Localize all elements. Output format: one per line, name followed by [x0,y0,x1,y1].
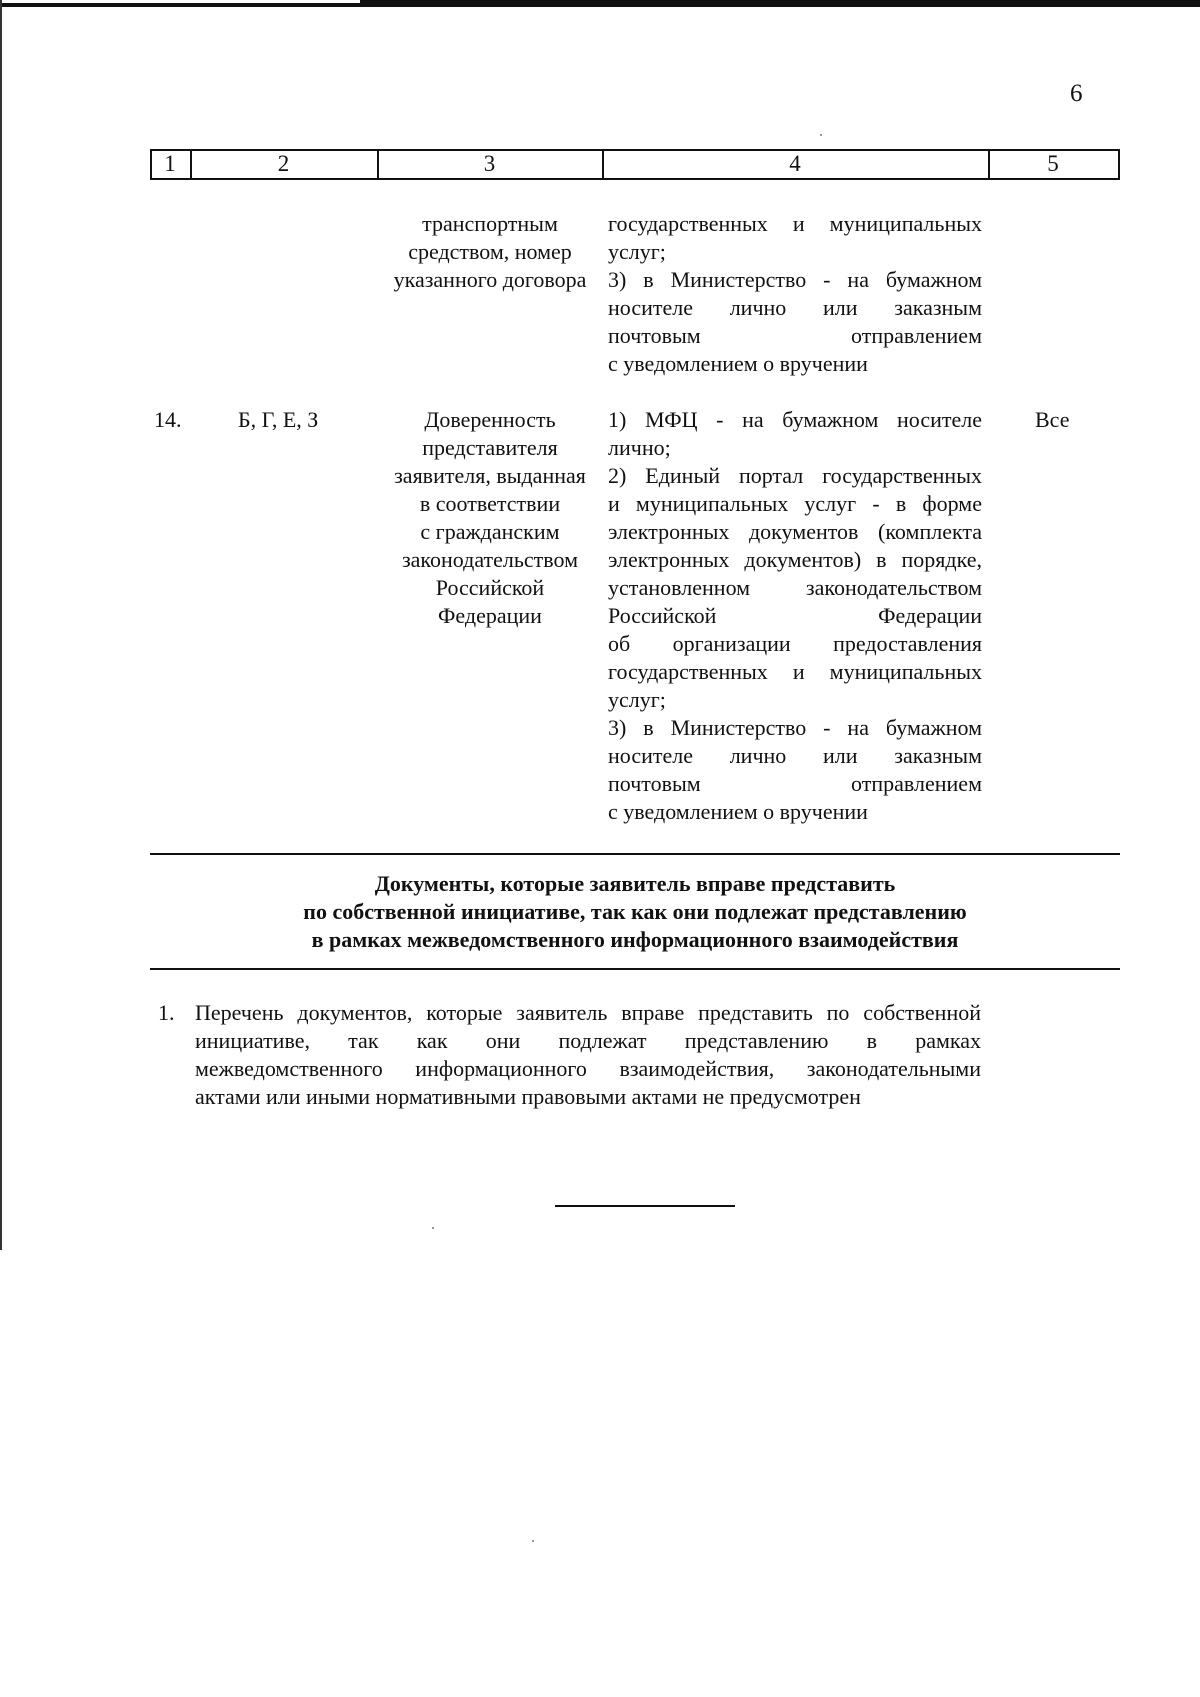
text-line: установленном законодательством [608,575,982,600]
text-line: Доверенность [424,407,556,432]
text-line: с уведомлением о вручении [608,351,868,376]
text-line: с уведомлением о вручении [608,799,868,824]
scan-speck [820,134,822,136]
text-line: с гражданским [420,519,560,544]
header-col-4: 4 [789,151,801,176]
scan-speck [432,1227,434,1229]
text-line: лично; [608,435,671,460]
row-14-number: 14. [154,407,182,432]
section-top-rule [150,853,1120,855]
row-14-submission-methods [608,406,982,826]
section-title [150,870,1120,954]
text-line: 1) МФЦ - на бумажном носителе [608,407,982,432]
row-14-document [380,406,600,630]
text-line: электронных документов (комплекта [608,519,982,544]
list-item-number: 1. [158,1000,175,1025]
text-line: почтовым отправлением [608,323,982,348]
text-line: средством, номер [408,239,572,264]
text-line: в соответствии [419,491,561,516]
text-line: 3) в Министерство - на бумажном [608,715,982,740]
text-line: носителе лично или заказным [608,295,982,320]
text-line: Российской [435,575,545,600]
scan-speck [532,1540,534,1542]
row-14-categories: Б, Г, Е, З [238,407,319,432]
text-line: почтовым отправлением [608,771,982,796]
text-line: законодательством [401,547,579,572]
text-line: 3) в Министерство - на бумажном [608,267,982,292]
text-line: Перечень документов, которые заявитель вправе представить по собственной [195,1000,981,1025]
text-line: услуг; [608,687,666,712]
section-title-line: Документы, которые заявитель вправе представить [374,871,896,896]
text-line: услуг; [608,239,666,264]
header-bottom-rule [150,178,1120,180]
text-line: межведомственного информационного взаимодействия, законодательными [195,1056,981,1081]
text-line: инициативе, так как они подлежат представлению в рамках [195,1028,981,1053]
text-line: государственных и муниципальных [608,659,982,684]
text-line: представителя [422,435,558,460]
header-col-1: 1 [164,151,176,176]
text-line: носителе лично или заказным [608,743,982,768]
section-title-line: по собственной инициативе, так как они подлежат представлению [303,899,967,924]
section-title-line: в рамках межведомственного информационного взаимодействия [311,927,959,952]
header-col-2: 2 [277,151,290,176]
header-divider [1118,150,1120,178]
text-line: Российской Федерации [608,603,982,628]
text-line: об организации предоставления [608,631,982,656]
end-rule [555,1205,735,1207]
text-line: транспортным [422,211,558,236]
row-14-applicants: Все [1035,407,1070,432]
text-line: заявителя, выданная [394,463,586,488]
text-line: указанного договора [393,267,587,292]
scan-left-edge [0,0,2,1250]
text-line: 2) Единый портал государственных [608,463,982,488]
text-line: государственных и муниципальных [608,211,982,236]
text-line: электронных документов) в порядке, [608,547,982,572]
header-col-5: 5 [1047,151,1059,176]
page-number: 6 [1070,80,1083,107]
text-line: Федерации [438,603,542,628]
continuation-col-4 [608,210,982,378]
list-item-text [195,999,981,1111]
text-line: и муниципальных услуг - в форме [608,491,982,516]
scan-top-edge-gap [0,0,360,3]
header-col-3: 3 [483,151,496,176]
continuation-col-3 [380,210,600,294]
section-bottom-rule [150,968,1120,970]
text-line: актами или иными нормативными правовыми актами не предусмотрен [195,1084,861,1109]
